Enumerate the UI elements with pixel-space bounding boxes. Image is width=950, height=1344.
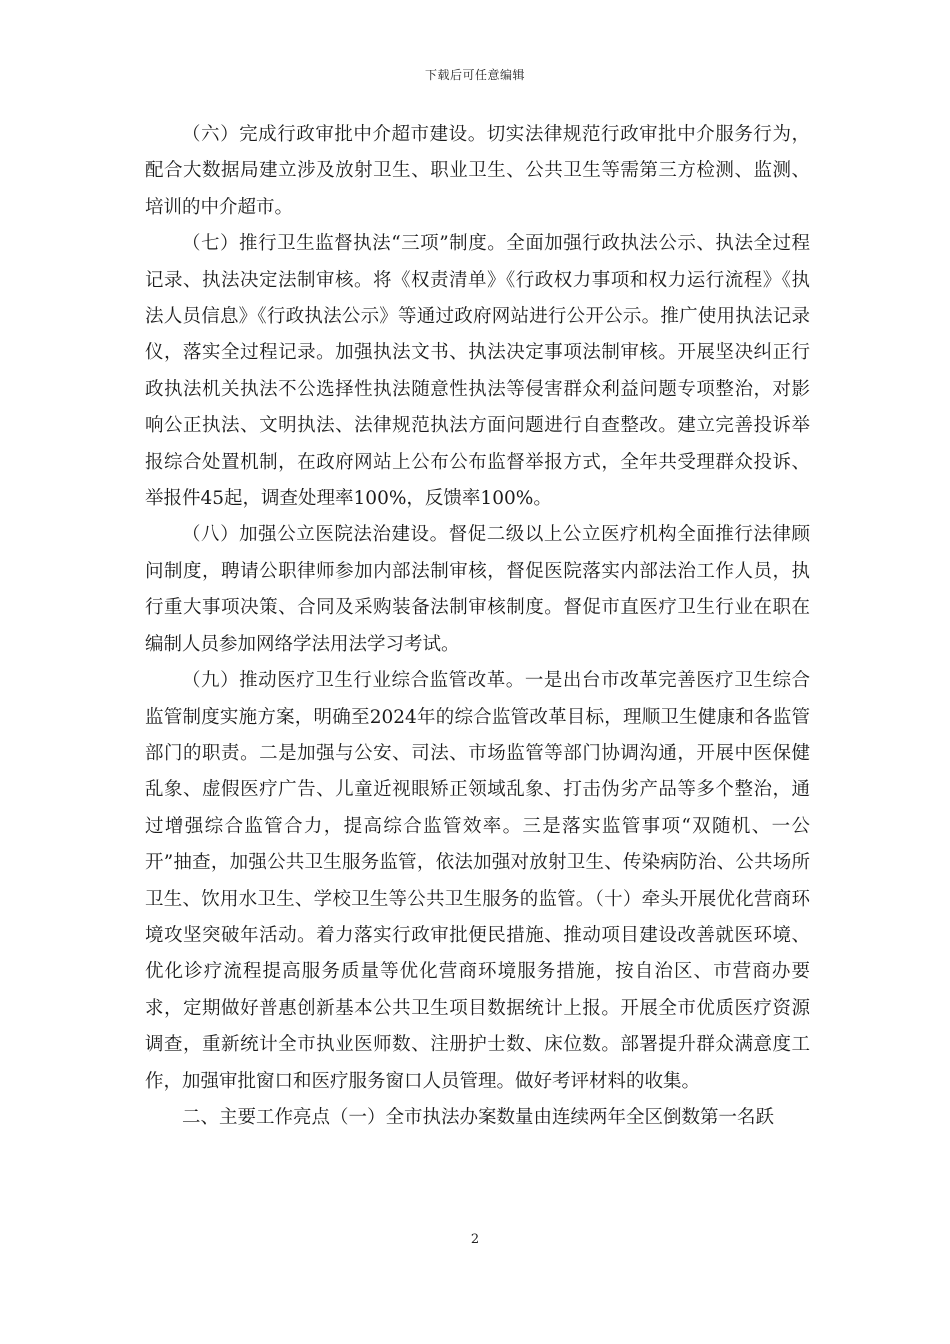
paragraph-seven: （七）推行卫生监督执法“三项”制度。全面加强行政执法公示、执法全过程记录、执法决定法制审核。将《权责清单》《行政权力事项和权力运行流程》《执法人员信息》《行政执法公示》等通过政府网站进行公开公示。推广使用执法记录仪，落实全过程记录。加强执法文书、执法决定事项法制审核。开展坚决纠正行政执法机关执法不公选择性执法随意性执法等侵害群众利益问题专项整治，对影响公正执法、文明执法、法律规范执法方面问题进行自查整改。建立完善投诉举报综合处置机制，在政府网站上公布公布监督举报方式，全年共受理群众投诉、举报件45起，调查处理率100%，反馈率100%。 — [145, 233, 810, 510]
document-body — [145, 117, 810, 1136]
page-number: 2 — [470, 1232, 480, 1247]
paragraph-eight: （八）加强公立医院法治建设。督促二级以上公立医疗机构全面推行法律顾问制度，聘请公职律师参加内部法制审核，督促医院落实内部法治工作人员，执行重大事项决策、合同及采购装备法制审核制度。督促市直医疗卫生行业在职在编制人员参加网络学法用法学习考试。 — [145, 524, 810, 655]
page-header: 下载后可任意编辑 — [424, 68, 525, 82]
paragraph-highlights: 二、主要工作亮点（一）全市执法办案数量由连续两年全区倒数第一名跃 — [182, 1106, 775, 1128]
paragraph-six: （六）完成行政审批中介超市建设。切实法律规范行政审批中介服务行为，配合大数据局建立涉及放射卫生、职业卫生、公共卫生等需第三方检测、监测、培训的中介超市。 — [145, 124, 810, 218]
paragraph-nine: （九）推动医疗卫生行业综合监管改革。一是出台市改革完善医疗卫生综合监管制度实施方案，明确至2024年的综合监管改革目标，理顺卫生健康和各监管部门的职责。二是加强与公安、司法、市场监管等部门协调沟通，开展中医保健乱象、虚假医疗广告、儿童近视眼矫正领域乱象、打击伪劣产品等多个整治，通过增强综合监管合力，提高综合监管效率。三是落实监管事项“双随机、一公开”抽查，加强公共卫生服务监管，依法加强对放射卫生、传染病防治、公共场所卫生、饮用水卫生、学校卫生等公共卫生服务的监管。（十）牵头开展优化营商环境攻坚突破年活动。着力落实行政审批便民措施、推动项目建设改善就医环境、优化诊疗流程提高服务质量等优化营商环境服务措施，按自治区、市营商办要求，定期做好普惠创新基本公共卫生项目数据统计上报。开展全市优质医疗资源调查，重新统计全市执业医师数、注册护士数、床位数。部署提升群众满意度工作，加强审批窗口和医疗服务窗口人员管理。做好考评材料的收集。 — [145, 670, 810, 1092]
